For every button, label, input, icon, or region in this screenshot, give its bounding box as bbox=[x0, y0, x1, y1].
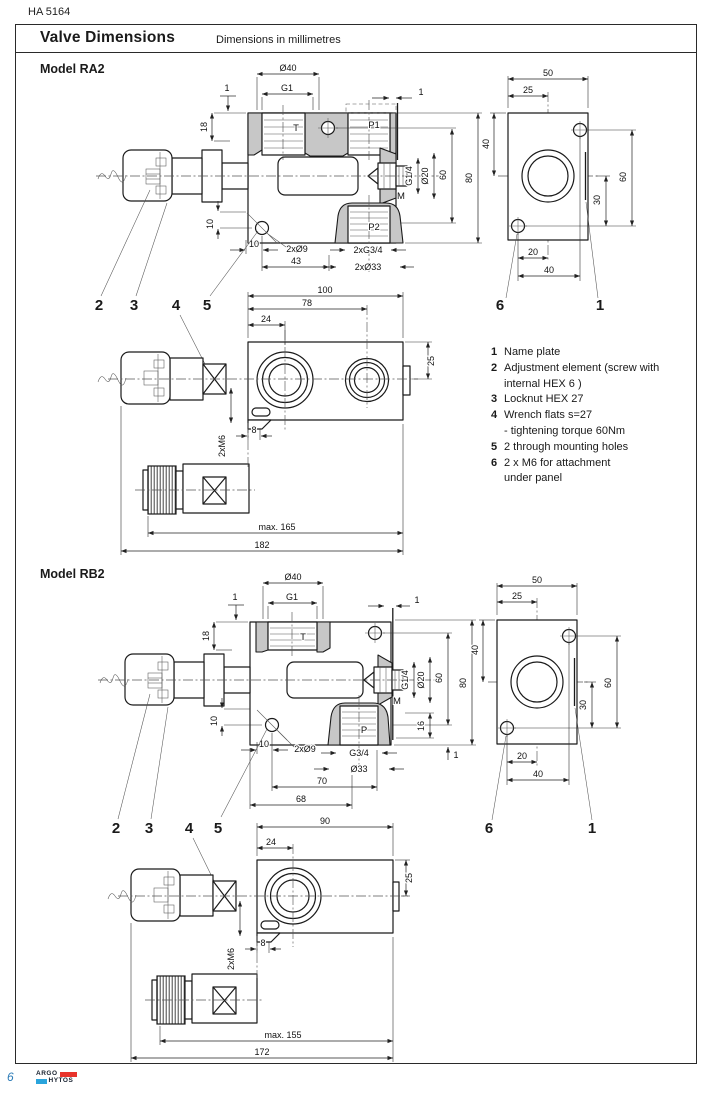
rb2-dim-dia40: Ø40 bbox=[284, 572, 302, 582]
rb2-dim-60: 60 bbox=[434, 672, 444, 684]
legend-item bbox=[491, 471, 696, 487]
rb2-top-25: 25 bbox=[404, 872, 414, 884]
logo-text-argo: ARGO bbox=[36, 1070, 58, 1078]
logo-blue-block bbox=[36, 1079, 47, 1085]
legend-num: 3 bbox=[491, 393, 498, 406]
legend-item bbox=[491, 456, 696, 472]
rb2-callout-6: 6 bbox=[484, 820, 494, 837]
rb2-top-view bbox=[108, 844, 408, 1024]
legend-item bbox=[491, 361, 696, 377]
ra2-end-40: 40 bbox=[481, 138, 491, 150]
rb2-callout-1: 1 bbox=[587, 820, 597, 837]
legend-num bbox=[491, 377, 504, 393]
legend-item bbox=[491, 424, 696, 440]
rb2-end-25: 25 bbox=[511, 591, 523, 601]
ra2-dim-dia20: Ø20 bbox=[420, 167, 430, 185]
ra2-dim-80: 80 bbox=[464, 172, 474, 184]
legend-num: 6 bbox=[491, 456, 498, 469]
ra2-end-view bbox=[508, 113, 589, 240]
rb2-end-20: 20 bbox=[516, 751, 528, 761]
rb2-callout-5: 5 bbox=[213, 820, 223, 837]
rb2-dim-one-bottom: 1 bbox=[453, 750, 459, 760]
rb2-end-30: 30 bbox=[578, 699, 588, 711]
rb2-top-m6: 2xM6 bbox=[226, 947, 236, 971]
ra2-port-p2: P2 bbox=[368, 222, 380, 233]
ra2-top-m6: 2xM6 bbox=[217, 434, 227, 458]
rb2-callout-4: 4 bbox=[184, 820, 194, 837]
page-title: Valve Dimensions bbox=[40, 29, 176, 46]
ra2-end-50: 50 bbox=[542, 68, 554, 78]
ra2-dim-g34: 2xG3/4 bbox=[353, 245, 383, 255]
rb2-drawing bbox=[88, 565, 648, 1070]
ra2-callout-6: 6 bbox=[495, 297, 505, 314]
rb2-callout-3: 3 bbox=[144, 820, 154, 837]
ra2-end-30: 30 bbox=[592, 194, 602, 206]
rb2-dim-one-left: 1 bbox=[232, 592, 238, 602]
ra2-callout-1: 1 bbox=[595, 297, 605, 314]
ra2-dim-18: 18 bbox=[199, 121, 209, 133]
legend-num bbox=[491, 471, 504, 487]
ra2-drawing bbox=[88, 60, 648, 565]
rb2-dim-16: 16 bbox=[416, 720, 426, 732]
ra2-dim-g14: G1/4 bbox=[404, 166, 414, 186]
rb2-callout-2: 2 bbox=[111, 820, 121, 837]
ra2-cable-squiggle bbox=[98, 171, 126, 182]
ra2-port-t: T bbox=[293, 123, 299, 134]
rb2-dim-dia9: 2xØ9 bbox=[294, 744, 316, 754]
ra2-top-max: max. 165 bbox=[258, 522, 296, 532]
ra2-dim-60: 60 bbox=[438, 169, 448, 181]
doc-number: HA 5164 bbox=[28, 6, 71, 18]
legend-num: 5 bbox=[491, 440, 498, 453]
rb2-dim-one-right: 1 bbox=[414, 595, 420, 605]
legend-num: 1 bbox=[491, 346, 498, 358]
rb2-dim-18: 18 bbox=[201, 630, 211, 642]
ra2-top-100: 100 bbox=[317, 285, 333, 295]
legend-item bbox=[491, 408, 696, 424]
legend-item bbox=[491, 345, 696, 361]
legend-text: Name plate bbox=[504, 346, 561, 358]
ra2-port-p1: P1 bbox=[368, 120, 380, 131]
rb2-cable-squiggle bbox=[100, 675, 128, 686]
ra2-end-60: 60 bbox=[618, 171, 628, 183]
legend-text: internal HEX 6 ) bbox=[504, 377, 582, 390]
page-subtitle: Dimensions in millimetres bbox=[216, 34, 341, 46]
rb2-top-24: 24 bbox=[265, 837, 277, 847]
rb2-dim-10v: 10 bbox=[209, 715, 219, 727]
ra2-dim-one-right: 1 bbox=[418, 87, 424, 97]
legend-num: 4 bbox=[491, 409, 498, 422]
rb2-end-view bbox=[497, 620, 578, 744]
logo-text-hytos: HYTOS bbox=[48, 1077, 74, 1085]
ra2-top-view bbox=[98, 305, 418, 514]
rb2-dim-g14: G1/4 bbox=[400, 670, 410, 690]
rb2-dim-dia33: Ø33 bbox=[350, 764, 368, 774]
ra2-callout-4: 4 bbox=[171, 297, 181, 314]
ra2-dim-dia40: Ø40 bbox=[279, 63, 297, 73]
legend-item bbox=[491, 392, 696, 408]
rb2-dim-dia20: Ø20 bbox=[416, 671, 426, 689]
ra2-top-24: 24 bbox=[260, 314, 272, 324]
rb2-dim-g1: G1 bbox=[285, 592, 299, 602]
ra2-callout-5: 5 bbox=[202, 297, 212, 314]
legend-num: 2 bbox=[491, 361, 498, 374]
rb2-side-view bbox=[100, 608, 403, 745]
ra2-dim-10v: 10 bbox=[205, 218, 215, 230]
argo-hytos-logo bbox=[36, 1071, 77, 1085]
model-ra2-label: Model RA2 bbox=[40, 62, 105, 76]
rb2-end-60: 60 bbox=[603, 677, 613, 689]
ra2-dim-dia33: 2xØ33 bbox=[354, 262, 382, 272]
title-bar bbox=[16, 25, 696, 53]
rb2-port-t: T bbox=[300, 632, 306, 643]
rb2-dim-10h: 10 bbox=[258, 739, 270, 749]
legend-text: Wrench flats s=27 bbox=[504, 409, 593, 422]
legend bbox=[491, 345, 696, 487]
legend-num bbox=[491, 424, 504, 440]
legend-text: under panel bbox=[504, 472, 563, 485]
ra2-end-25: 25 bbox=[522, 85, 534, 95]
ra2-end-20: 20 bbox=[527, 247, 539, 257]
rb2-end-50: 50 bbox=[531, 575, 543, 585]
ra2-dim-g1: G1 bbox=[280, 83, 294, 93]
ra2-side-view bbox=[98, 103, 407, 243]
ra2-callout-2: 2 bbox=[94, 297, 104, 314]
rb2-dim-68: 68 bbox=[295, 794, 307, 804]
rb2-end-40b: 40 bbox=[532, 769, 544, 779]
legend-text: 2 through mounting holes bbox=[504, 440, 629, 453]
rb2-top-90: 90 bbox=[319, 816, 331, 826]
legend-item bbox=[491, 377, 696, 393]
rb2-port-m: M bbox=[393, 696, 401, 707]
legend-text: Locknut HEX 27 bbox=[504, 393, 584, 406]
rb2-top-8: 8 bbox=[260, 938, 266, 948]
ra2-top-8: 8 bbox=[251, 425, 257, 435]
ra2-dim-one-left: 1 bbox=[224, 83, 230, 93]
ra2-callout-3: 3 bbox=[129, 297, 139, 314]
legend-text: Adjustment element (screw with bbox=[504, 361, 660, 374]
ra2-top-25: 25 bbox=[426, 355, 436, 367]
ra2-top-78: 78 bbox=[301, 298, 313, 308]
rb2-dim-g34: G3/4 bbox=[349, 748, 369, 758]
ra2-dim-43: 43 bbox=[290, 256, 302, 266]
ra2-top-182: 182 bbox=[254, 540, 270, 550]
legend-text: 2 x M6 for attachment bbox=[504, 456, 611, 469]
rb2-dim-70: 70 bbox=[316, 776, 328, 786]
legend-item bbox=[491, 440, 696, 456]
page-number: 6 bbox=[7, 1070, 14, 1084]
legend-text: - tightening torque 60Nm bbox=[504, 424, 626, 437]
rb2-top-max: max. 155 bbox=[264, 1030, 302, 1040]
model-rb2-label: Model RB2 bbox=[40, 567, 105, 581]
ra2-dim-10h: 10 bbox=[248, 239, 260, 249]
rb2-end-40: 40 bbox=[470, 644, 480, 656]
ra2-port-m: M bbox=[397, 191, 405, 202]
rb2-port-p: P bbox=[360, 725, 368, 736]
rb2-top-172: 172 bbox=[254, 1047, 270, 1057]
rb2-dim-80: 80 bbox=[458, 677, 468, 689]
ra2-end-40b: 40 bbox=[543, 265, 555, 275]
ra2-dim-dia9: 2xØ9 bbox=[286, 244, 308, 254]
